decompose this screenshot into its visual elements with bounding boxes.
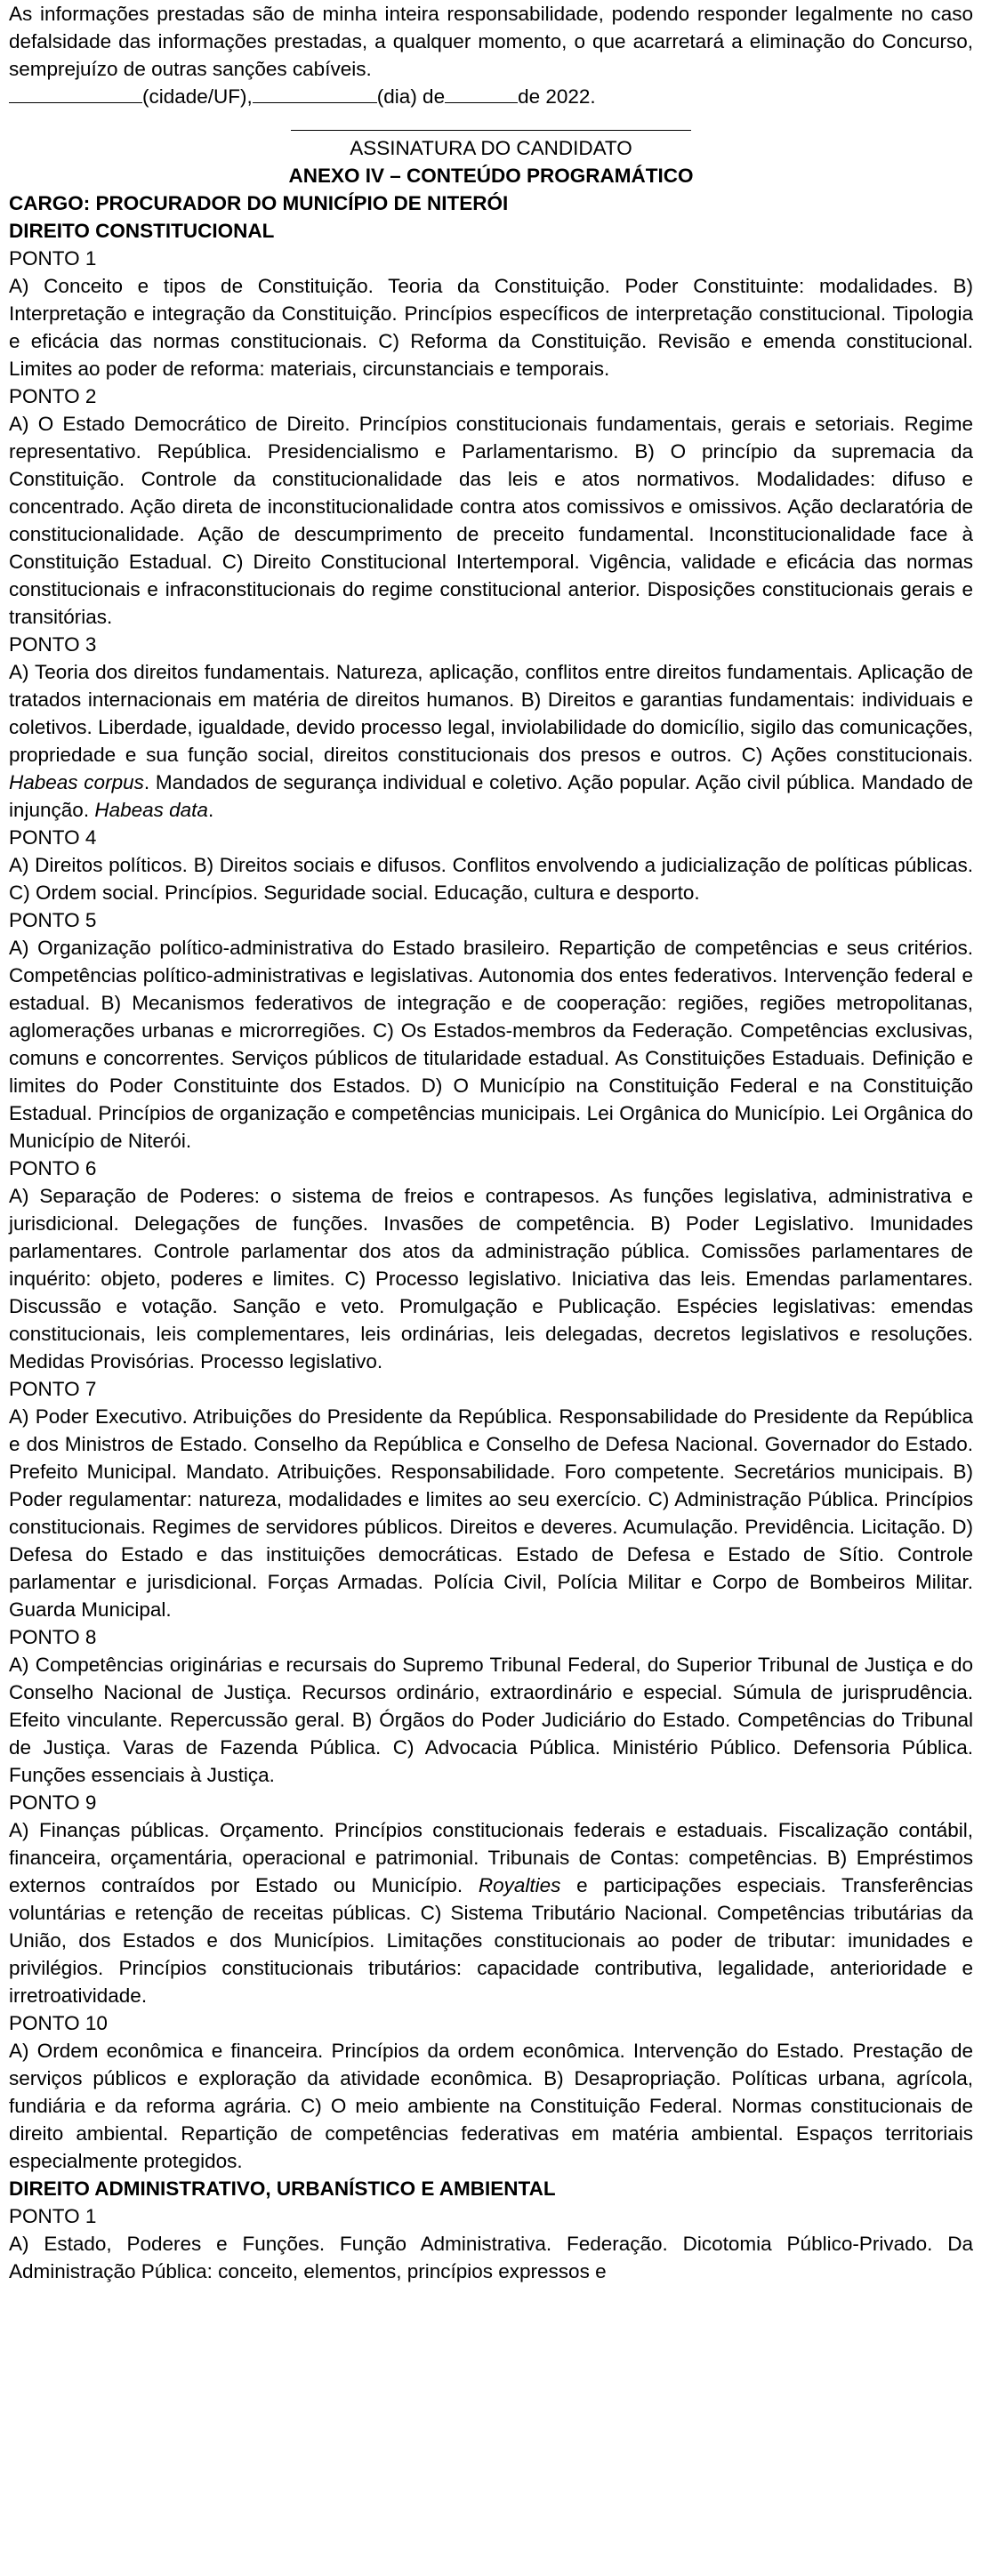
ponto-text: A) Poder Executivo. Atribuições do Presidente da República. Responsabilidade do Presidente da República e dos Ministros de Estado. Conselho da República e Conselho de Defesa Nacional. Governador do Estado. Prefeito Municipal. Mandato. Atribuições. Responsabilidade. Foro competente. Secretários municipais. B) Poder regulamentar: natureza, modalidades e limites ao seu exercício. C) Administração Pública. Princípios constitucionais. Regimes de servidores públicos. Direitos e deveres. Acumulação. Previdência. Licitação. D) Defesa do Estado e das instituições democráticas. Estado de Defesa e Estado de Sítio. Controle parlamentar e jurisdicional. Forças Armadas. Polícia Civil, Polícia Militar e Corpo de Bombeiros Militar. Guarda Municipal. [9, 1405, 973, 1621]
ponto-label: PONTO 9 [9, 1791, 97, 1814]
annex-title: ANEXO IV – CONTEÚDO PROGRAMÁTICO [288, 165, 694, 187]
ponto-content [9, 2230, 973, 2285]
day-label: (dia) de [376, 85, 446, 108]
ponto-text: A) O Estado Democrático de Direito. Princípios constitucionais fundamentais, gerais e setoriais. Regime representativo. República. Presidencialismo e Parlamentarismo. B) O princípio da supremacia da Constituição. Controle da constitucionalidade das leis e atos normativos. Modalidades: difuso e concentrado. Ação direta de inconstitucionalidade contra atos comissivos e omissivos. Ação declaratória de constitucionalidade. Ação de descumprimento de preceito fundamental. Inconstitucionalidade face à Constituição Estadual. C) Direito Constitucional Intertemporal. Vigência, validade e eficácia das normas constitucionais e infraconstitucionais do regime constitucional anterior. Disposições constitucionais gerais e transitórias. [9, 413, 973, 628]
ponto-content [9, 1816, 973, 2009]
date-line [9, 83, 973, 110]
ponto-content [9, 410, 973, 631]
ponto-text: A) Ordem econômica e financeira. Princípios da ordem econômica. Intervenção do Estado. Prestação de serviços públicos e exploração da atividade econômica. B) Desapropriação. Políticas urbana, agrícola, fundiária e da reforma agrária. C) O meio ambiente na Constituição Federal. Normas constitucionais de direito ambiental. Repartição de competências federativas em matéria ambiental. Espaços territoriais especialmente protegidos. [9, 2040, 973, 2172]
ponto-label: PONTO 2 [9, 385, 97, 407]
ponto-text: A) Direitos políticos. B) Direitos sociais e difusos. Conflitos envolvendo a judicialização de políticas públicas. C) Ordem social. Princípios. Seguridade social. Educação, cultura e desporto. [9, 854, 973, 904]
ponto-content [9, 272, 973, 382]
section-title: DIREITO ADMINISTRATIVO, URBANÍSTICO E AMBIENTAL [9, 2178, 556, 2200]
ponto-content [9, 658, 973, 824]
city-blank [9, 102, 142, 103]
cargo-title: CARGO: PROCURADOR DO MUNICÍPIO DE NITERÓI [9, 192, 509, 214]
syllabus-sections [9, 217, 973, 2285]
ponto-text: A) Conceito e tipos de Constituição. Teoria da Constituição. Poder Constituinte: modalidades. B) Interpretação e integração da Constituição. Princípios específicos de interpretação constitucional. Tipologia e eficácia das normas constitucionais. C) Reforma da Constituição. Revisão e emenda constitucional. Limites ao poder de reforma: materiais, circunstanciais e temporais. [9, 275, 973, 380]
ponto-label: PONTO 8 [9, 1626, 97, 1648]
month-blank [445, 102, 518, 103]
city-label: (cidade/UF), [142, 85, 253, 108]
ponto-label: PONTO 4 [9, 826, 97, 849]
ponto-label: PONTO 5 [9, 909, 97, 931]
ponto-content [9, 934, 973, 1155]
year-label: de 2022. [518, 85, 596, 108]
ponto-label: PONTO 1 [9, 2205, 97, 2227]
ponto-label: PONTO 7 [9, 1378, 97, 1400]
ponto-text: A) Estado, Poderes e Funções. Função Administrativa. Federação. Dicotomia Público-Privado. Da Administração Pública: conceito, elementos, princípios expressos e [9, 2233, 973, 2282]
ponto-text: A) Finanças públicas. Orçamento. Princípios constitucionais federais e estaduais. Fiscalização contábil, financeira, orçamentária, operacional e patrimonial. Tribunais de Contas: competências. B) Empréstimos externos contraídos por Estado ou Município. [9, 1819, 973, 1896]
declaration-text: As informações prestadas são de minha inteira responsabilidade, podendo responder legalmente no caso defalsidade das informações prestadas, a qualquer momento, o que acarretará a eliminação do Concurso, semprejuízo de outras sanções cabíveis. [9, 3, 973, 80]
ponto-content [9, 1403, 973, 1623]
signature-label: ASSINATURA DO CANDIDATO [350, 137, 632, 159]
ponto-label: PONTO 10 [9, 2012, 108, 2034]
ponto-content [9, 851, 973, 906]
ponto-label: PONTO 3 [9, 633, 97, 656]
ponto-content [9, 1651, 973, 1789]
ponto-text-italic: Habeas corpus [9, 771, 144, 793]
day-blank [253, 102, 377, 103]
ponto-text: A) Teoria dos direitos fundamentais. Natureza, aplicação, conflitos entre direitos fundamentais. Aplicação de tratados internacionais em matéria de direitos humanos. B) Direitos e garantias fundamentais: individuais e coletivos. Liberdade, igualdade, devido processo legal, inviolabilidade do domicílio, sigilo das comunicações, propriedade e sua função social, direitos constitucionais dos presos e outros. C) Ações constitucionais. [9, 661, 973, 766]
ponto-label: PONTO 6 [9, 1157, 97, 1179]
section-title: DIREITO CONSTITUCIONAL [9, 220, 275, 242]
ponto-text: e participações especiais. Transferências voluntárias e retenção de receitas públicas. C) Sistema Tributário Nacional. Competências tributárias da União, dos Estados e dos Municípios. Limitações constitucionais ao poder de tributar: imunidades e privilégios. Princípios constitucionais tributários: capacidade contributiva, legalidade, anterioridade e irretroatividade. [9, 1874, 973, 2007]
ponto-text-italic: Habeas data [94, 799, 208, 821]
ponto-label: PONTO 1 [9, 247, 97, 270]
ponto-content [9, 2037, 973, 2175]
ponto-text: A) Competências originárias e recursais do Supremo Tribunal Federal, do Superior Tribunal de Justiça e do Conselho Nacional de Justiça. Recursos ordinário, extraordinário e especial. Súmula de jurisprudência. Efeito vinculante. Repercussão geral. B) Órgãos do Poder Judiciário do Estado. Competências do Tribunal de Justiça. Varas de Fazenda Pública. C) Advocacia Pública. Ministério Público. Defensoria Pública. Funções essenciais à Justiça. [9, 1654, 973, 1786]
ponto-text-italic: Royalties [478, 1874, 561, 1896]
ponto-text: A) Separação de Poderes: o sistema de freios e contrapesos. As funções legislativa, administrativa e jurisdicional. Delegações de funções. Invasões de competência. B) Poder Legislativo. Imunidades parlamentares. Controle parlamentar dos atos da administração pública. Comissões parlamentares de inquérito: objeto, poderes e limites. C) Processo legislativo. Iniciativa das leis. Emendas parlamentares. Discussão e votação. Sanção e veto. Promulgação e Publicação. Espécies legislativas: emendas constitucionais, leis complementares, leis ordinárias, leis delegadas, decretos legislativos e resoluções. Medidas Provisórias. Processo legislativo. [9, 1185, 973, 1373]
ponto-content [9, 1182, 973, 1375]
ponto-text: A) Organização político-administrativa do Estado brasileiro. Repartição de competências e seus critérios. Competências político-administrativas e legislativas. Autonomia dos entes federativos. Intervenção federal e estadual. B) Mecanismos federativos de integração e de cooperação: regiões, regiões metropolitanas, aglomerações urbanas e microrregiões. C) Os Estados-membros da Federação. Competências exclusivas, comuns e concorrentes. Serviços públicos de titularidade estadual. As Constituições Estaduais. Definição e limites do Poder Constituinte dos Estados. D) O Município na Constituição Federal e na Constituição Estadual. Princípios de organização e competências municipais. Lei Orgânica do Município. Lei Orgânica do Município de Niterói. [9, 937, 973, 1152]
signature-line [291, 112, 691, 131]
ponto-text: . [207, 799, 214, 821]
ponto-text: . Mandados de segurança individual e coletivo. Ação popular. Ação civil pública. Mandado de injunção. [9, 771, 973, 821]
